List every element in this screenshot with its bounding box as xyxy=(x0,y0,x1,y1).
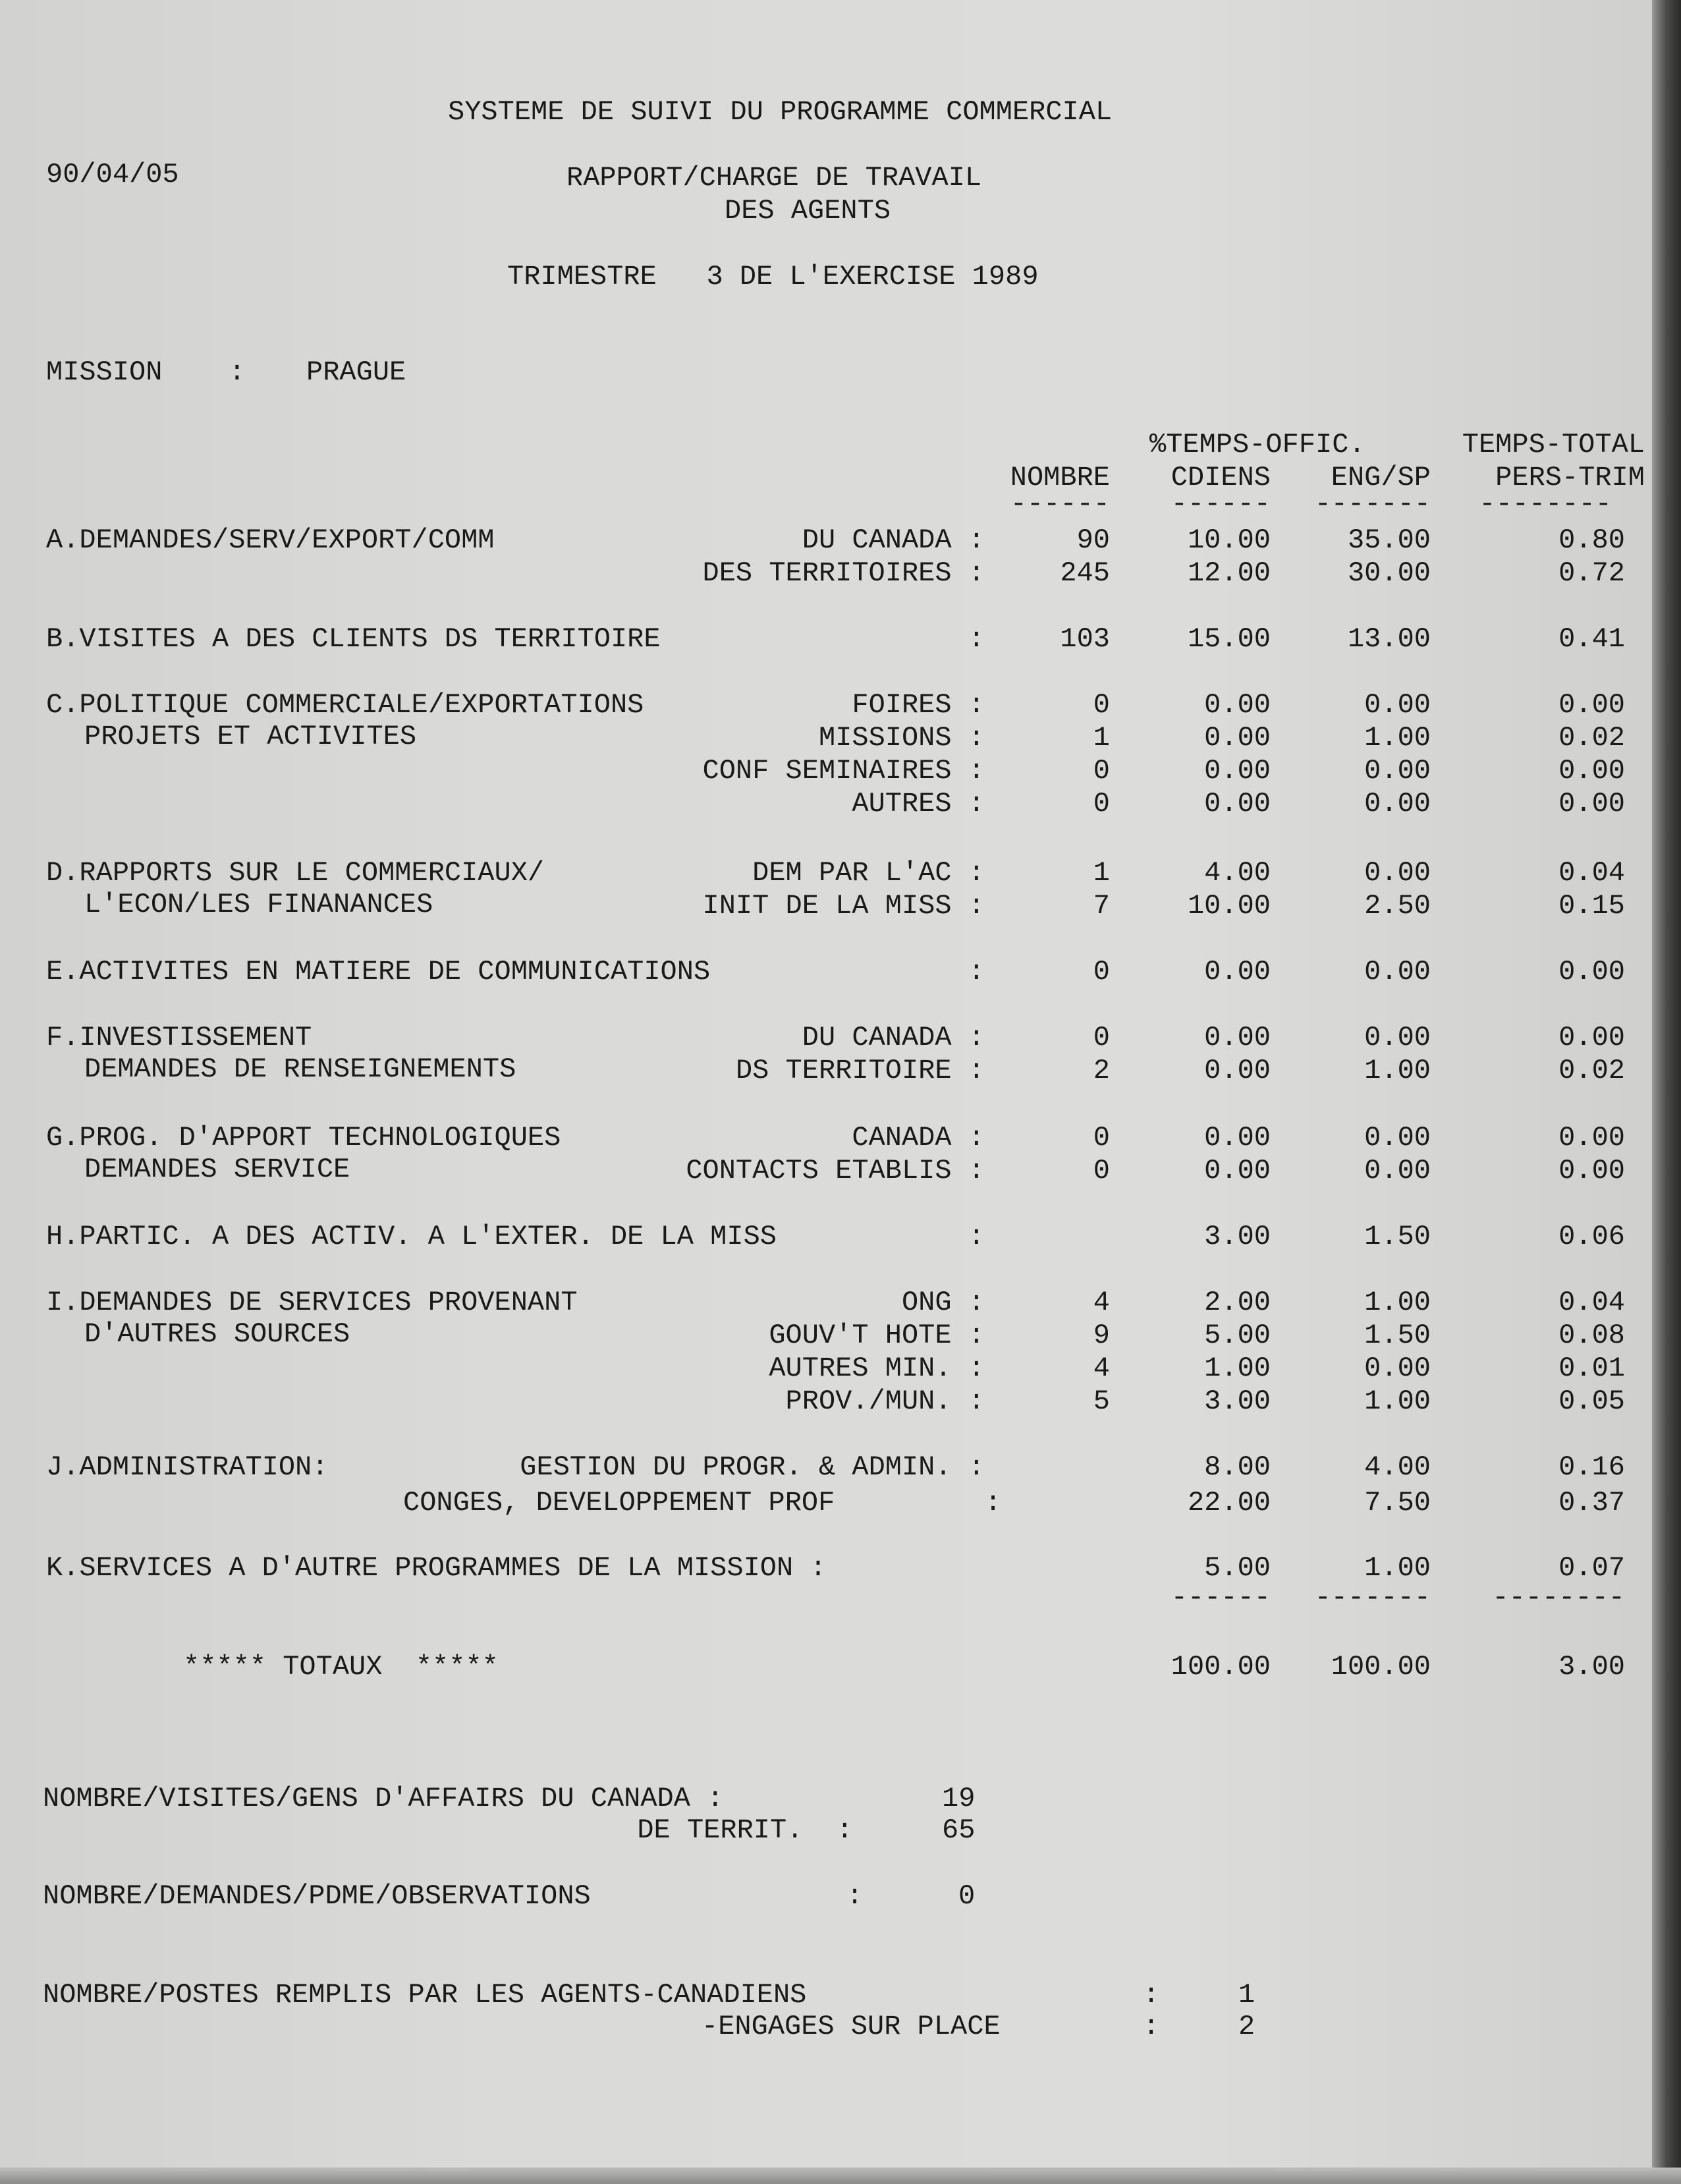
col-header-pct: %TEMPS-OFFIC. xyxy=(1149,429,1365,461)
cell-cdiens: 10.00 xyxy=(1187,524,1271,556)
cell-cdiens: 0.00 xyxy=(1204,956,1271,988)
visites-territ-value: 65 xyxy=(942,1814,976,1846)
totals-label: ***** TOTAUX ***** xyxy=(183,1651,499,1683)
visites-canada-value: 19 xyxy=(942,1783,976,1814)
cell-nombre: 4 xyxy=(1093,1353,1110,1384)
cell-perstrim: 0.00 xyxy=(1558,788,1625,820)
cell-engsp: 7.50 xyxy=(1364,1487,1431,1519)
cell-perstrim: 0.00 xyxy=(1558,755,1625,787)
postes-colon: : xyxy=(1143,1979,1160,2011)
cell-engsp: 1.00 xyxy=(1364,1552,1431,1584)
cell-nombre: 0 xyxy=(1093,755,1110,787)
section-e-title: E.ACTIVITES EN MATIERE DE COMMUNICATIONS xyxy=(46,956,711,988)
page-edge-shadow xyxy=(1652,0,1681,2184)
section-k-title: K.SERVICES A D'AUTRE PROGRAMMES DE LA MISSION : xyxy=(46,1552,827,1584)
section-h-title: H.PARTIC. A DES ACTIV. A L'EXTER. DE LA MISS xyxy=(46,1221,777,1252)
row-label: DES TERRITOIRES : xyxy=(702,557,985,589)
cell-cdiens: 0.00 xyxy=(1204,722,1271,754)
row-label: DS TERRITOIRE : xyxy=(735,1055,985,1086)
row-label: GOUV'T HOTE : xyxy=(769,1320,985,1351)
row-label: CONGES, DEVELOPPEMENT PROF xyxy=(403,1487,835,1519)
section-f-title2: DEMANDES DE RENSEIGNEMENTS xyxy=(84,1053,516,1085)
cell-nombre: 0 xyxy=(1093,1155,1110,1187)
cell-nombre: 0 xyxy=(1093,689,1110,721)
cell-perstrim: 0.05 xyxy=(1558,1386,1625,1417)
postes-canadiens-value: 1 xyxy=(1238,1979,1255,2011)
engages-label: -ENGAGES SUR PLACE xyxy=(702,2011,1001,2042)
cell-engsp: 1.00 xyxy=(1364,1287,1431,1318)
cell-nombre: 0 xyxy=(1093,956,1110,988)
col-rule-nombre: ------ xyxy=(1010,488,1110,520)
cell-nombre: 90 xyxy=(1076,524,1110,556)
cell-nombre: 245 xyxy=(1060,557,1110,589)
row-label: AUTRES MIN. : xyxy=(769,1353,985,1384)
cell-nombre: 9 xyxy=(1093,1320,1110,1351)
cell-cdiens: 22.00 xyxy=(1187,1487,1271,1519)
cell-engsp: 1.00 xyxy=(1364,722,1431,754)
row-label: FOIRES : xyxy=(852,689,985,721)
cell-perstrim: 0.04 xyxy=(1558,1287,1625,1318)
cell-nombre: 7 xyxy=(1093,890,1110,922)
cell-cdiens: 3.00 xyxy=(1204,1386,1271,1417)
row-label: DU CANADA : xyxy=(802,524,985,556)
cell-engsp: 2.50 xyxy=(1364,890,1431,922)
cell-nombre: 0 xyxy=(1093,1122,1110,1154)
cell-cdiens: 12.00 xyxy=(1187,557,1271,589)
cell-cdiens: 0.00 xyxy=(1204,1155,1271,1187)
postes-label: NOMBRE/POSTES REMPLIS PAR LES AGENTS-CANADIENS xyxy=(43,1979,807,2011)
cell-engsp: 30.00 xyxy=(1347,557,1431,589)
section-i-title: I.DEMANDES DE SERVICES PROVENANT xyxy=(46,1287,578,1318)
cell-nombre: 1 xyxy=(1093,722,1110,754)
section-f-title: F.INVESTISSEMENT xyxy=(46,1022,312,1053)
cell-engsp: 0.00 xyxy=(1364,956,1431,988)
cell-perstrim: 0.02 xyxy=(1558,1055,1625,1086)
cell-cdiens: 0.00 xyxy=(1204,689,1271,721)
report-title-line1: RAPPORT/CHARGE DE TRAVAIL xyxy=(566,162,982,194)
cell-cdiens: 4.00 xyxy=(1204,857,1271,889)
cell-cdiens: 0.00 xyxy=(1204,1055,1271,1086)
cell-cdiens: 15.00 xyxy=(1187,623,1271,655)
cell-nombre: 5 xyxy=(1093,1386,1110,1417)
cell-engsp: 0.00 xyxy=(1364,689,1431,721)
territ-label: DE TERRIT. : xyxy=(637,1814,853,1846)
cell-engsp: 1.50 xyxy=(1364,1221,1431,1252)
section-d-title: D.RAPPORTS SUR LE COMMERCIAUX/ xyxy=(46,857,545,889)
cell-perstrim: 0.15 xyxy=(1558,890,1625,922)
cell-engsp: 0.00 xyxy=(1364,1122,1431,1154)
col-rule-perstrim: -------- xyxy=(1479,488,1612,520)
cell-perstrim: 0.16 xyxy=(1558,1451,1625,1483)
section-a-title: A.DEMANDES/SERV/EXPORT/COMM xyxy=(46,524,495,556)
cell-nombre: 1 xyxy=(1093,857,1110,889)
cell-perstrim: 0.06 xyxy=(1558,1221,1625,1252)
page-bottom-shadow xyxy=(0,2168,1681,2184)
cell-perstrim: 0.02 xyxy=(1558,722,1625,754)
demandes-label: NOMBRE/DEMANDES/PDME/OBSERVATIONS xyxy=(43,1880,591,1912)
cell-nombre: 0 xyxy=(1093,788,1110,820)
section-b-title: B.VISITES A DES CLIENTS DS TERRITOIRE xyxy=(46,623,661,655)
cell-nombre: 0 xyxy=(1093,1022,1110,1053)
total-engsp: 100.00 xyxy=(1331,1651,1431,1683)
col-header-engsp: ENG/SP xyxy=(1331,462,1431,493)
col-rule-engsp: ------- xyxy=(1314,488,1431,520)
cell-cdiens: 0.00 xyxy=(1204,755,1271,787)
section-c-title: C.POLITIQUE COMMERCIALE/EXPORTATIONS xyxy=(46,689,644,721)
section-g-title: G.PROG. D'APPORT TECHNOLOGIQUES xyxy=(46,1122,561,1154)
cell-perstrim: 0.01 xyxy=(1558,1353,1625,1384)
cell-engsp: 0.00 xyxy=(1364,1155,1431,1187)
cell-engsp: 13.00 xyxy=(1347,623,1431,655)
col-header-perstrim: PERS-TRIM xyxy=(1495,462,1645,493)
total-perstrim: 3.00 xyxy=(1558,1651,1625,1683)
cell-engsp: 0.00 xyxy=(1364,788,1431,820)
row-label: MISSIONS : xyxy=(818,722,985,754)
cell-engsp: 35.00 xyxy=(1347,524,1431,556)
row-label: INIT DE LA MISS : xyxy=(702,890,985,922)
demandes-colon: : xyxy=(846,1880,864,1912)
section-j-title: J.ADMINISTRATION: xyxy=(46,1451,329,1483)
report-period: TRIMESTRE 3 DE L'EXERCISE 1989 xyxy=(507,261,1039,293)
cell-engsp: 1.00 xyxy=(1364,1386,1431,1417)
row-label: DEM PAR L'AC : xyxy=(752,857,985,889)
cell-cdiens: 8.00 xyxy=(1204,1451,1271,1483)
total-cdiens: 100.00 xyxy=(1171,1651,1271,1683)
cell-engsp: 4.00 xyxy=(1364,1451,1431,1483)
visites-label: NOMBRE/VISITES/GENS D'AFFAIRS DU CANADA : xyxy=(43,1783,724,1814)
row-colon: : xyxy=(985,1487,1002,1519)
row-label: DU CANADA : xyxy=(802,1022,985,1053)
cell-engsp: 0.00 xyxy=(1364,1022,1431,1053)
postes-engages-value: 2 xyxy=(1238,2011,1255,2042)
row-label: CONF SEMINAIRES : xyxy=(702,755,985,787)
cell-perstrim: 0.00 xyxy=(1558,1022,1625,1053)
cell-cdiens: 1.00 xyxy=(1204,1353,1271,1384)
total-rule-cdiens: ------ xyxy=(1171,1582,1271,1613)
cell-cdiens: 0.00 xyxy=(1204,788,1271,820)
cell-perstrim: 0.00 xyxy=(1558,1122,1625,1154)
cell-perstrim: 0.00 xyxy=(1558,956,1625,988)
cell-engsp: 1.00 xyxy=(1364,1055,1431,1086)
report-title-line2: DES AGENTS xyxy=(725,195,891,227)
system-title: SYSTEME DE SUIVI DU PROGRAMME COMMERCIAL xyxy=(448,96,1113,128)
cell-nombre: 4 xyxy=(1093,1287,1110,1318)
row-label: ONG : xyxy=(901,1287,985,1318)
report-date: 90/04/05 xyxy=(46,159,179,190)
cell-perstrim: 0.00 xyxy=(1558,689,1625,721)
total-rule-engsp: ------- xyxy=(1314,1582,1431,1613)
row-label: PROV./MUN. : xyxy=(785,1386,985,1417)
cell-engsp: 0.00 xyxy=(1364,857,1431,889)
cell-nombre: 103 xyxy=(1060,623,1110,655)
engages-colon: : xyxy=(1143,2011,1160,2042)
cell-cdiens: 3.00 xyxy=(1204,1221,1271,1252)
col-header-cdiens: CDIENS xyxy=(1171,462,1271,493)
cell-cdiens: 0.00 xyxy=(1204,1122,1271,1154)
col-rule-cdiens: ------ xyxy=(1171,488,1271,520)
cell-engsp: 1.50 xyxy=(1364,1320,1431,1351)
col-header-total: TEMPS-TOTAL xyxy=(1462,429,1645,461)
cell-perstrim: 0.07 xyxy=(1558,1552,1625,1584)
row-label: : xyxy=(968,956,985,988)
mission-label: MISSION : xyxy=(46,356,246,388)
cell-cdiens: 10.00 xyxy=(1187,890,1271,922)
total-rule-perstrim: -------- xyxy=(1492,1582,1625,1613)
row-label: CANADA : xyxy=(852,1122,985,1154)
section-c-title2: PROJETS ET ACTIVITES xyxy=(84,721,417,752)
cell-perstrim: 0.08 xyxy=(1558,1320,1625,1351)
cell-cdiens: 0.00 xyxy=(1204,1022,1271,1053)
section-i-title2: D'AUTRES SOURCES xyxy=(84,1318,350,1350)
mission-value: PRAGUE xyxy=(306,356,406,388)
cell-perstrim: 0.80 xyxy=(1558,524,1625,556)
cell-perstrim: 0.00 xyxy=(1558,1155,1625,1187)
row-label: AUTRES : xyxy=(852,788,985,820)
demandes-value: 0 xyxy=(958,1880,976,1912)
cell-cdiens: 5.00 xyxy=(1204,1320,1271,1351)
col-header-nombre: NOMBRE xyxy=(1010,462,1110,493)
cell-nombre: 2 xyxy=(1093,1055,1110,1086)
section-d-title2: L'ECON/LES FINANANCES xyxy=(84,889,433,920)
row-label: : xyxy=(968,1221,985,1252)
cell-engsp: 0.00 xyxy=(1364,1353,1431,1384)
cell-cdiens: 5.00 xyxy=(1204,1552,1271,1584)
cell-cdiens: 2.00 xyxy=(1204,1287,1271,1318)
cell-perstrim: 0.72 xyxy=(1558,557,1625,589)
row-label: GESTION DU PROGR. & ADMIN. : xyxy=(520,1451,985,1483)
cell-engsp: 0.00 xyxy=(1364,755,1431,787)
row-label: : xyxy=(968,623,985,655)
row-label: CONTACTS ETABLIS : xyxy=(686,1155,985,1187)
cell-perstrim: 0.04 xyxy=(1558,857,1625,889)
cell-perstrim: 0.37 xyxy=(1558,1487,1625,1519)
section-g-title2: DEMANDES SERVICE xyxy=(84,1154,350,1185)
cell-perstrim: 0.41 xyxy=(1558,623,1625,655)
